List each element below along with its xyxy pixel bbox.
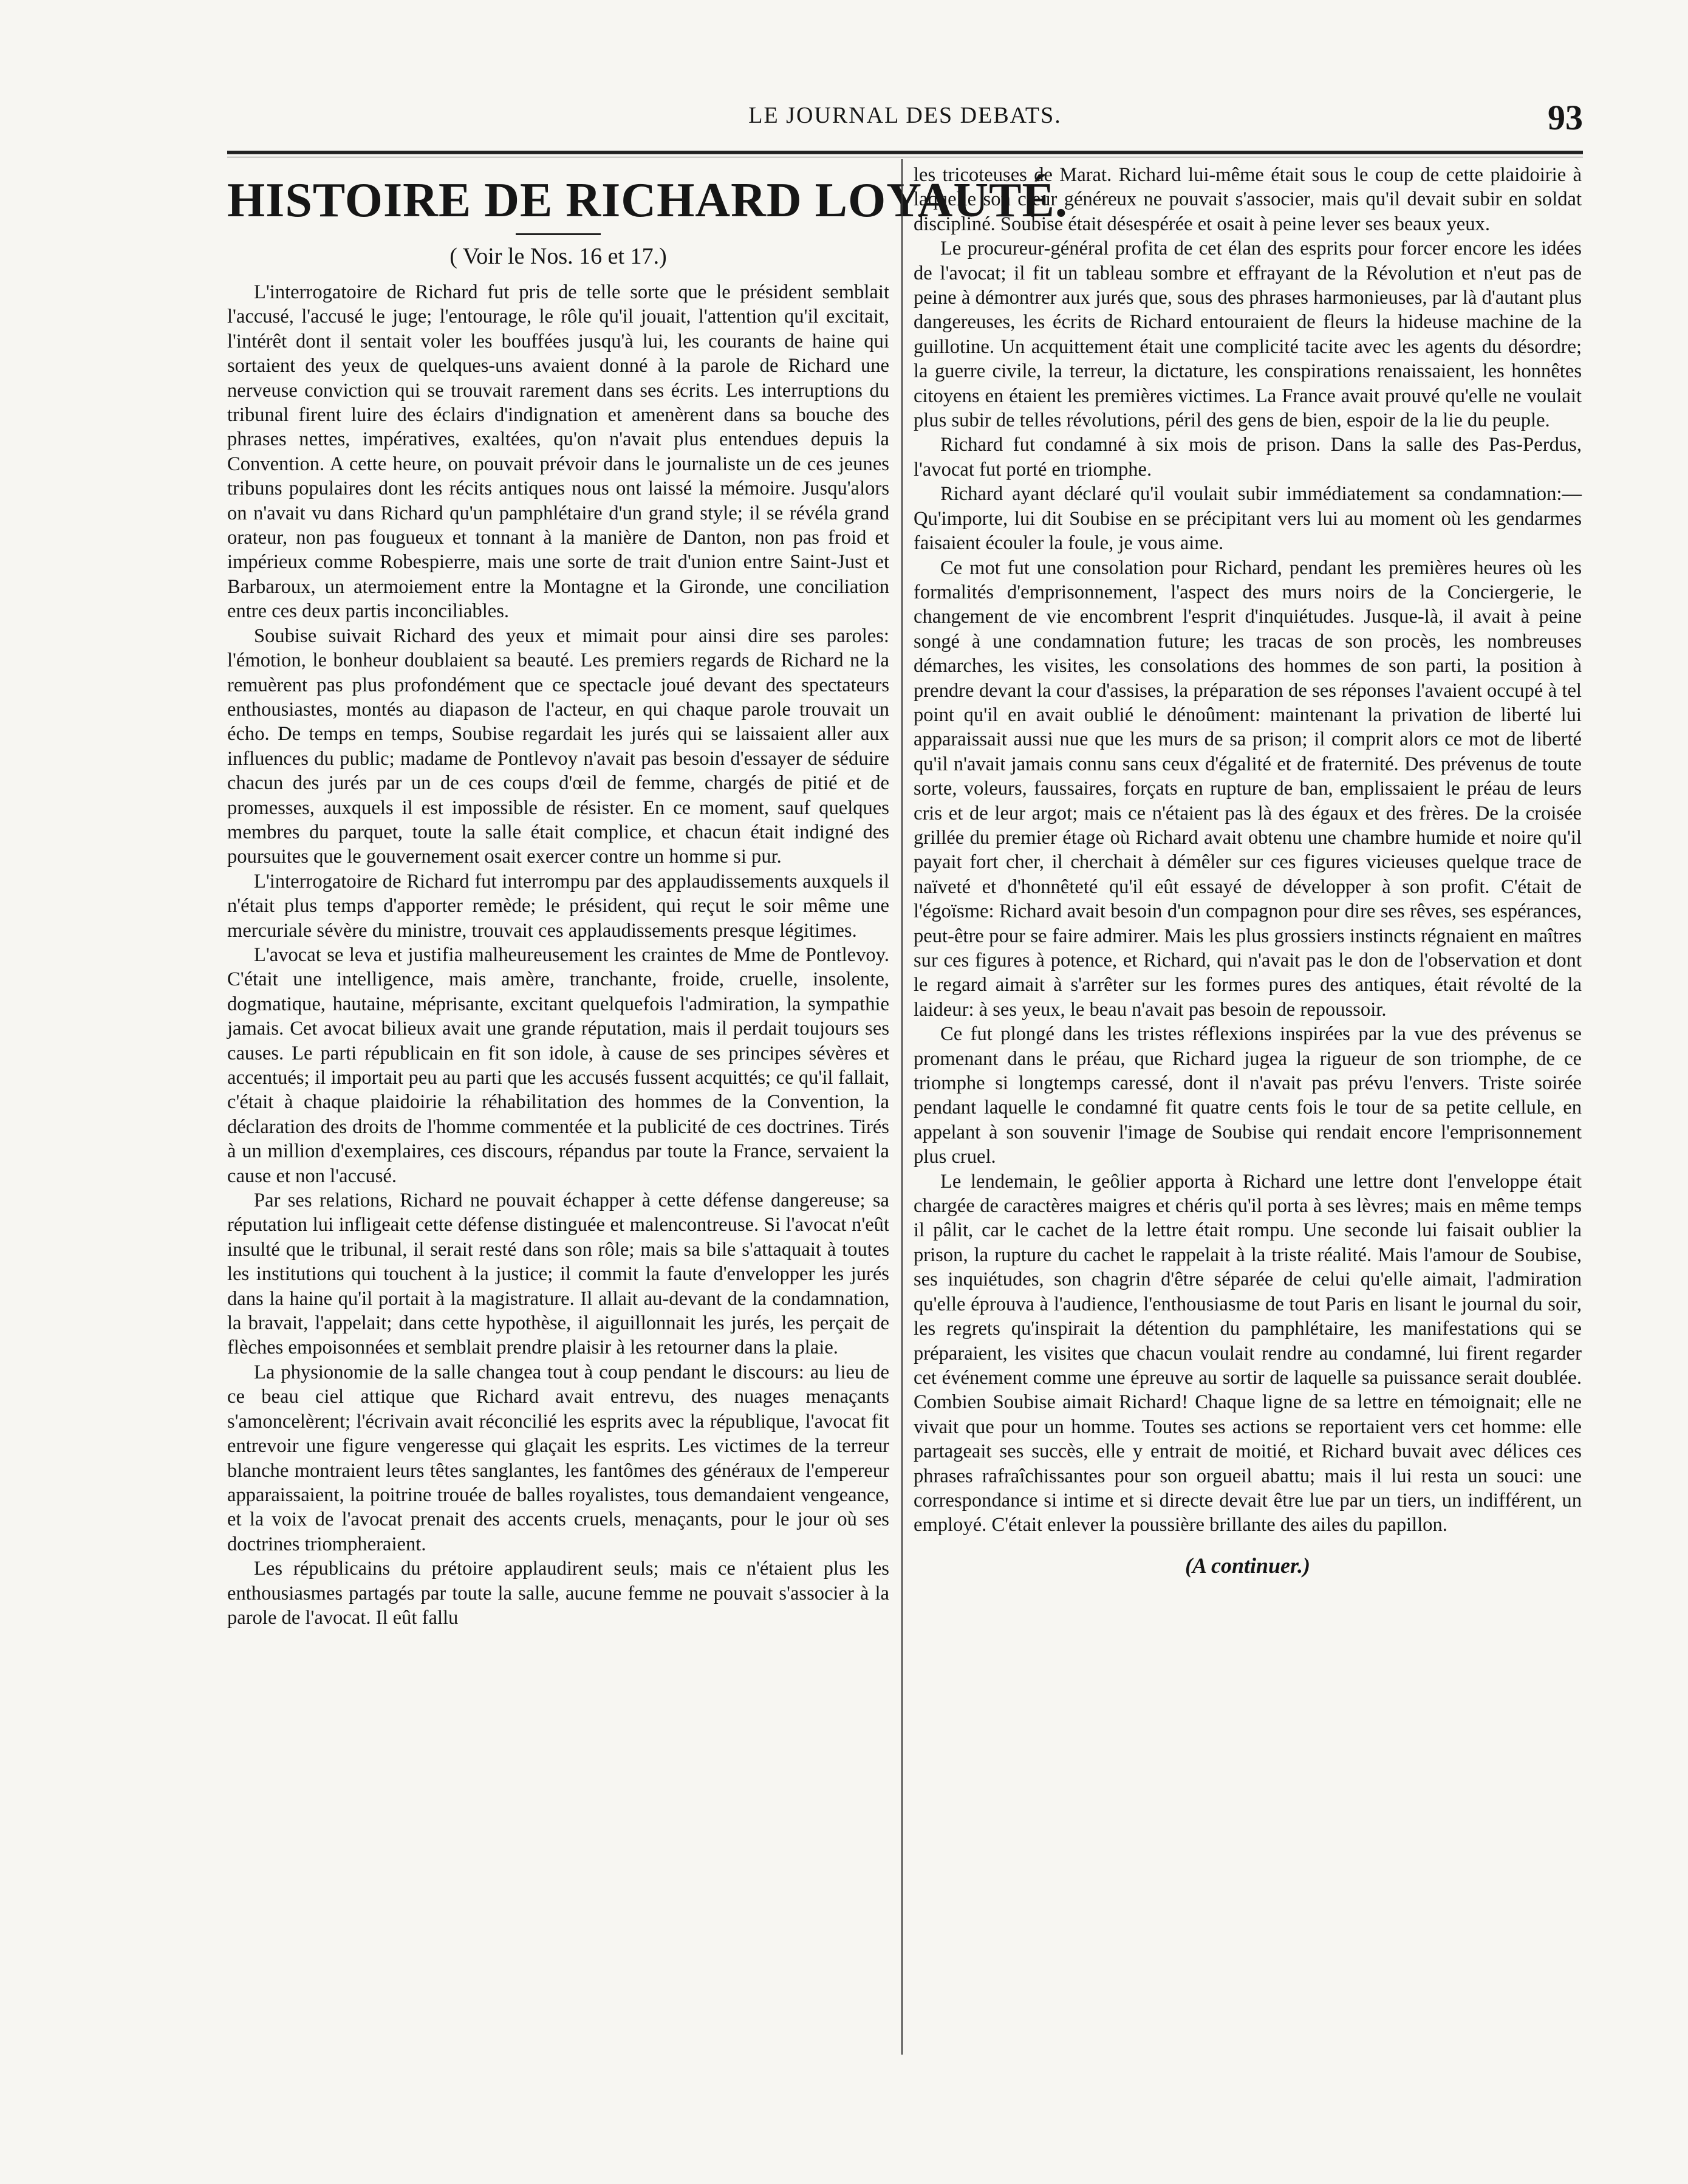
paragraph: La physionomie de la salle changea tout à coup pendant le discours: au lieu de ce beau ciel attique que Richard avait entrevu, des nuages menaçants s'amoncelèrent; l'écrivain avait réconcilié les esprits avec la république, l'avocat fit entrevoir une figure vengeresse qui glaçait les esprits. Les victimes de la terreur blanche montraient leurs têtes sanglantes, les fantômes des généraux de l'empereur apparaissaient, la poitrine trouée de balles royalistes, tous demandaient vengeance, et la voix de l'avocat prenait des accents cruels, menaçants, pour le jour où ses doctrines triompheraient. [227,1361,889,1555]
paragraph: L'interrogatoire de Richard fut interrompu par des applaudissements auxquels il n'était plus temps d'apporter remède; le président, qui reçut le soir même une mercuriale sévère du ministre, trouvait ces applaudissements presque légitimes. [227,870,889,942]
page-header [227,97,1583,146]
paragraph: Ce fut plongé dans les tristes réflexions inspirées par la vue des prévenus se promenant dans le préau, que Richard jugea la rigueur de son triomphe, de ce triomphe si longtemps caressé, dont il n'avait pas prévu l'envers. Triste soirée pendant laquelle le condamné fit quatre cents fois le tour de sa petite cellule, en appelant à son souvenir l'image de Soubise qui rendait encore l'emprisonnement plus cruel. [914,1023,1582,1168]
article-title: HISTOIRE DE RICHARD LOYAUTÉ. [227,174,1068,227]
paragraph: Par ses relations, Richard ne pouvait échapper à cette défense dangereuse; sa réputation lui infligeait cette défense distinguée et malencontreuse. Si l'avocat n'eût insulté que le tribunal, il serait resté dans son rôle; mais sa bile s'attaquait à toutes les institutions qui touchent à la justice; il commit la faute d'envelopper les jurés dans la haine qu'il portait à la magistrature. Il allait au-devant de la condamnation, la bravait, l'appelait; dans cette hypothèse, il aiguillonnait les jurés, les perçait de flèches empoisonnées et semblait prendre plaisir à les retourner dans la plaie. [227,1190,889,1359]
running-title: LE JOURNAL DES DEBATS. [748,103,1062,128]
header-rule [227,151,1583,154]
column-divider [901,159,903,2055]
title-rule [516,233,601,235]
paragraph: L'avocat se leva et justifia malheureusement les craintes de Mme de Pontlevoy. C'était une intelligence, mais amère, tranchante, froide, cruelle, insolente, dogmatique, hautaine, méprisante, excitant quelquefois l'admiration, la sympathie jamais. Cet avocat bilieux avait une grande réputation, mais il perdait toujours ses causes. Le parti républicain en fit son idole, à cause de ses principes sévères et accentués; il importait peu au parti que les accusés fussent acquittés; ce qu'il fallait, c'était à chaque plaidoirie la réhabilitation des hommes de la Convention, la déclaration des droits de l'homme commentée et la publicité de ces doctrines. Tirés à un million d'exemplaires, ces discours, répandus par toute la France, servaient la cause et non l'accusé. [227,943,889,1187]
paragraph: Richard fut condamné à six mois de prison. Dans la salle des Pas-Perdus, l'avocat fut porté en triomphe. [914,434,1582,481]
page-number: 93 [1548,98,1583,137]
paragraph: Le procureur-général profita de cet élan des esprits pour forcer encore les idées de l'avocat; il fit un tableau sombre et effrayant de la Révolution et n'eut pas de peine à démontrer aux jurés que, sous des phrases harmonieuses, par là d'autant plus dangereuses, les écrits de Richard entouraient de fleurs la hideuse machine de la guillotine. Un acquittement était une complicité tacite avec les agents du désordre; la guerre civile, la terreur, la dictature, les conspirations renaissaient, les honnêtes citoyens en étaient les premières victimes. La France avait prouvé qu'elle ne voulait plus subir de telles révolutions, péril des gens de bien, espoir de la lie du peuple. [914,238,1582,432]
paragraph: Ce mot fut une consolation pour Richard, pendant les premières heures où les formalités d'emprisonnement, l'aspect des murs noirs de la Conciergerie, le changement de vie encombrent l'esprit d'inquiétudes. Jusque-là, il avait à peine songé à une condamnation future; les tracas de son procès, les nombreuses démarches, les visites, les consolations des hommes de son parti, la position à prendre devant la cour d'assises, la préparation de ses réponses l'avaient occupé à tel point qu'il en avait oublié le dénoûment: maintenant la privation de liberté lui apparaissait aussi nue que les murs de sa prison; il comprit alors ce mot de liberté qu'il n'avait jamais connu sans ceux d'égalité et de fraternité. Des prévenus de toute sorte, voleurs, faussaires, forçats en rupture de ban, emplissaient le préau de leurs cris et de leur argot; mais ce n'étaient pas là des égaux et des frères. De la croisée grillée du premier étage où Richard avait obtenu une chambre humide et noire qu'il payait fort cher, il cherchait à démêler sur ces figures vicieuses quelque trace de naïveté et d'honnêteté qu'il eût essayé de développer à son profit. C'était de l'égoïsme: Richard avait besoin d'un compagnon pour dire ses rêves, ses espérances, peut-être pour se faire admirer. Mais les plus grossiers instincts régnaient en maîtres sur ces figures à potence, et Richard, qui n'avait pas le don de l'observation et dont le regard aimait à s'arrêter sur les formes pures des antiques, était révolté de la laideur: à ses yeux, le beau n'avait pas besoin de repoussoir. [914,556,1582,1021]
to-be-continued: (A continuer.) [1184,1553,1311,1578]
paragraph-continuation: les tricoteuses de Marat. Richard lui-même était sous le coup de cette plaidoirie à laquelle son cœur généreux ne pouvait s'associer, mais qu'il devait subir en soldat discipliné. Soubise était désespérée et osait à peine lever ses beaux yeux. [914,164,1582,235]
right-column [914,163,1582,2055]
paragraph: Les républicains du prétoire applaudirent seuls; mais ce n'étaient plus les enthousiasmes partagés par toute la salle, aucune femme ne pouvait s'associer à la parole de l'avocat. Il eût fallu [227,1558,889,1629]
paragraph: L'interrogatoire de Richard fut pris de telle sorte que le président semblait l'accusé, l'accusé le juge; l'entourage, le rôle qu'il jouait, l'attention qu'il excitait, l'intérêt dont il sentait voler les bouffées jusqu'à lui, les courants de haine qui sortaient des yeux de quelques-uns avaient donné à la parole de Richard une nerveuse conviction qui se trouvait rarement dans ses écrits. Les interruptions du tribunal firent luire des éclairs d'indignation et amenèrent dans sa bouche des phrases nettes, impératives, exaltées, qu'on n'avait plus entendues depuis la Convention. A cette heure, on pouvait prévoir dans le journaliste un de ces jeunes tribuns populaires dont les récits antiques nous ont laissé la mémoire. Jusqu'alors on n'avait vu dans Richard qu'un pamphlétaire d'un grand style; il se révéla grand orateur, non pas fougueux et tonnant à la manière de Danton, non pas froid et impérieux comme Robespierre, mais une sorte de trait d'union entre Saint-Just et Barbaroux, un atermoiement entre la Montagne et la Gironde, une conciliation entre ces deux partis inconciliables. [227,281,889,623]
left-column [227,163,1068,2055]
paragraph: Soubise suivait Richard des yeux et mimait pour ainsi dire ses paroles: l'émotion, le bonheur doublaient sa beauté. Les premiers regards de Richard ne la remuèrent pas plus profondément que ce spectacle joué devant des spectateurs enthousiastes, montés au diapason de l'acteur, en qui chaque parole trouvait un écho. De temps en temps, Soubise regardait les jurés qui se laissaient aller aux influences du public; madame de Pontlevoy n'avait pas besoin d'essayer de séduire chacun des jurés par un de ces coups d'œil de femme, chargés de pitié et de promesses, auxquels il est impossible de résister. En ce moment, sauf quelques membres du parquet, toute la salle était complice, et chacun était indigné des poursuites que le gouvernement osait exercer contre un homme si pur. [227,625,889,868]
article-subtitle-reference: ( Voir le Nos. 16 et 17.) [449,244,667,269]
paragraph: Richard ayant déclaré qu'il voulait subir immédiatement sa condamnation:—Qu'importe, lui dit Soubise en se précipitant vers lui au moment où les gendarmes faisaient écouler la foule, je vous aime. [914,483,1582,555]
paragraph: Le lendemain, le geôlier apporta à Richard une lettre dont l'enveloppe était chargée de caractères maigres et chéris qu'il porta à ses lèvres; mais en même temps il pâlit, car le cachet de la lettre était rompu. Une seconde lui faisait oublier la prison, la rupture du cachet le rappelait à la triste réalité. Mais l'amour de Soubise, ses inquiétudes, son chagrin d'être séparée de celui qu'elle aimait, l'admiration qu'elle éprouva à l'audience, l'enthousiasme de tout Paris en lisant le journal du soir, les regrets qu'inspirait la détention du pamphlétaire, les manifestations qui se préparaient, les visites que chacun voulait rendre au condamné, lui firent regarder cet événement comme une épreuve au sortir de laquelle sa puissance serait doublée. Combien Soubise aimait Richard! Chaque ligne de sa lettre en témoignait; elle ne vivait que pour un homme. Toutes ses actions se reportaient vers cet homme: elle partageait ses succès, elle y entrait de moitié, et Richard buvait avec délices ces phrases rafraîchissantes pour son orgueil abattu; mais il lui resta un souci: une correspondance si intime et si directe devait être lue par un tiers, un indifférent, un employé. C'était enlever la poussière brillante des ailes du papillon. [914,1170,1582,1536]
